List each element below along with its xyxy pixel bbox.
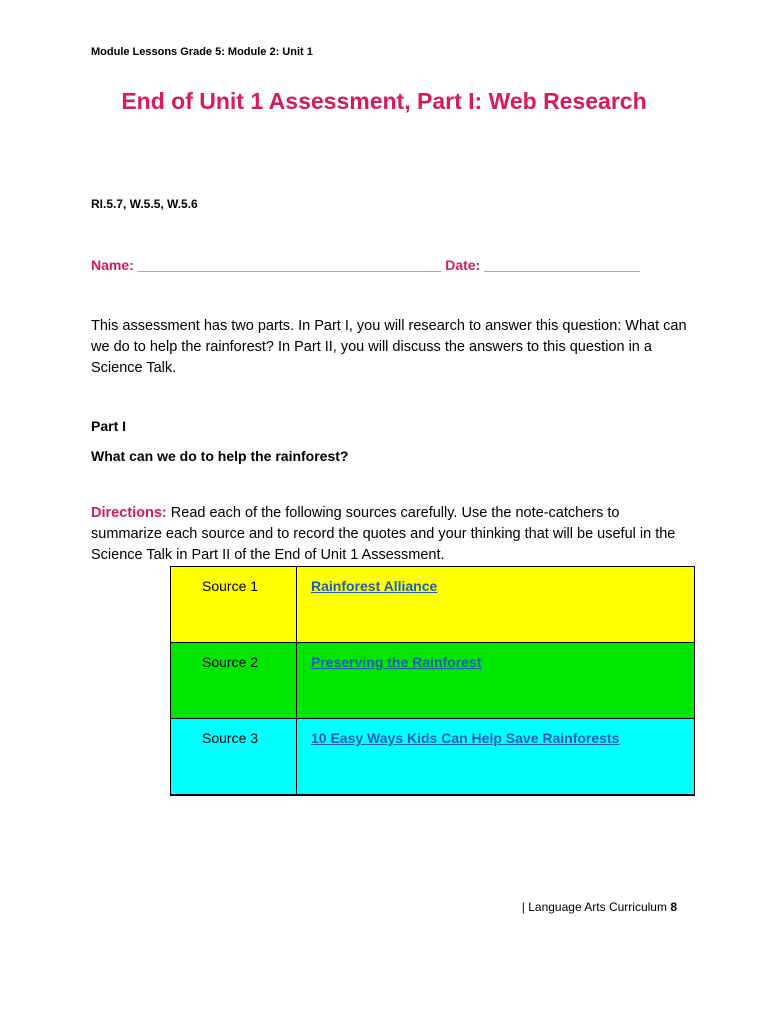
name-blank: _______________________________________ xyxy=(137,257,442,273)
date-blank: ____________________ xyxy=(484,257,640,273)
intro-paragraph: This assessment has two parts. In Part I, you will research to answer this question: What can we do to help the rainforest? In Part II, you will discuss the answers to this question in a Science Talk. xyxy=(91,318,687,376)
module-header: Module Lessons Grade 5: Module 2: Unit 1 xyxy=(91,46,313,58)
source-label: Source 3 xyxy=(171,719,297,796)
source-row xyxy=(171,719,695,796)
date-label: Date: xyxy=(445,257,481,273)
page-number: 8 xyxy=(670,900,677,914)
source-row xyxy=(171,567,695,643)
page-title: End of Unit 1 Assessment, Part I: Web Research xyxy=(121,88,647,114)
source-label: Source 1 xyxy=(171,567,297,643)
standards-line: RI.5.7, W.5.5, W.5.6 xyxy=(91,197,198,211)
page-footer xyxy=(522,900,677,914)
source-row xyxy=(171,643,695,719)
source-link-preserving-the-rainforest[interactable]: Preserving the Rainforest xyxy=(311,654,482,670)
directions-text: Read each of the following sources carefully. Use the note-catchers to summarize each source and to record the quotes and your thinking that will be useful in the Science Talk in Part II of the End of Unit 1 Assessment. xyxy=(91,505,676,563)
directions-label: Directions: xyxy=(91,505,167,521)
source-link-10-easy-ways[interactable]: 10 Easy Ways Kids Can Help Save Rainforests xyxy=(311,730,620,746)
source-link-rainforest-alliance[interactable]: Rainforest Alliance xyxy=(311,578,438,594)
research-question: What can we do to help the rainforest? xyxy=(91,448,349,464)
name-label: Name: xyxy=(91,257,134,273)
source-label: Source 2 xyxy=(171,643,297,719)
part-heading: Part I xyxy=(91,418,127,434)
sources-table xyxy=(170,566,695,796)
name-date-line xyxy=(91,257,640,273)
directions-paragraph xyxy=(91,503,691,566)
footer-text: | Language Arts Curriculum xyxy=(521,900,671,914)
